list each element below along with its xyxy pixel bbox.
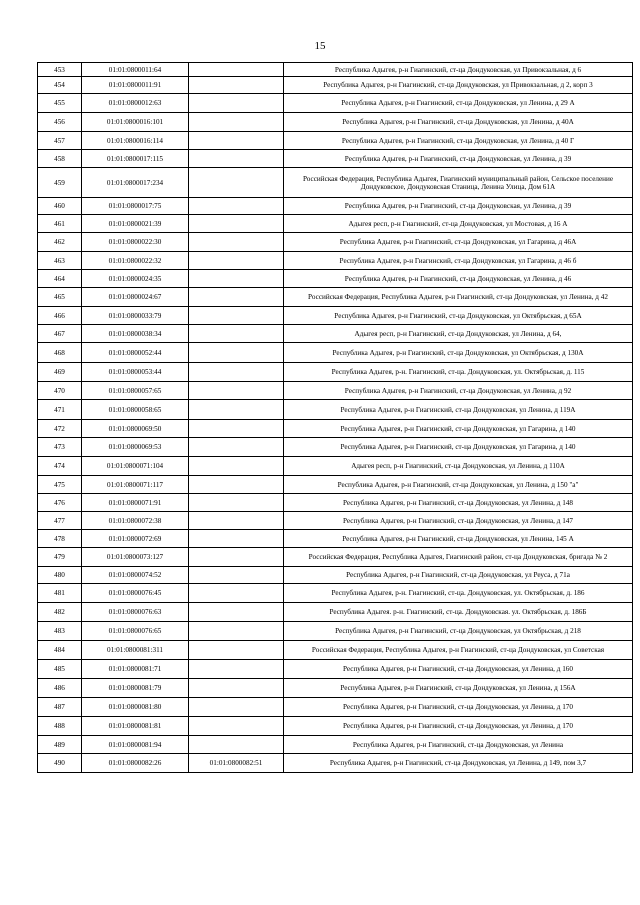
- related-cadastral-number-cell: [189, 168, 284, 198]
- address-cell: Республика Адыгея, р-н Гиагинский, ст-ца Дондуковская, ул Реуса, д 71а: [284, 567, 633, 584]
- cadastral-number-cell: 01:01:0800081:81: [82, 717, 189, 736]
- address-cell: Российская Федерация, Республика Адыгея, р-н Гиагинский, ст-ца Дондуковская, ул Советская: [284, 641, 633, 660]
- address-cell: Республика Адыгея, р-н Гиагинский, ст-ца Дондуковская, ул Гагарина, д 46 б: [284, 252, 633, 270]
- row-number-cell: 457: [38, 132, 82, 150]
- table-row: [38, 530, 633, 548]
- cadastral-number-cell: 01:01:0800081:80: [82, 698, 189, 717]
- table-row: [38, 363, 633, 382]
- table-row: [38, 420, 633, 438]
- cadastral-number-cell: 01:01:0800082:26: [82, 754, 189, 773]
- cadastral-number-cell: 01:01:0800081:311: [82, 641, 189, 660]
- cadastral-number-cell: 01:01:0800022:30: [82, 233, 189, 252]
- cadastral-number-cell: 01:01:0800024:35: [82, 270, 189, 288]
- address-cell: Республика Адыгея, р-н Гиагинский, ст-ца Дондуковская, ул Ленина: [284, 736, 633, 754]
- table-row: [38, 567, 633, 584]
- address-cell: Республика Адыгея, р-н Гиагинский, ст-ца Дондуковская, ул Ленина, д 160: [284, 660, 633, 679]
- cadastral-table: [37, 62, 633, 773]
- row-number-cell: 485: [38, 660, 82, 679]
- related-cadastral-number-cell: [189, 288, 284, 307]
- row-number-cell: 487: [38, 698, 82, 717]
- address-cell: Республика Адыгея, р-н Гиагинский, ст-ца Дондуковская, ул Ленина, д 92: [284, 382, 633, 400]
- row-number-cell: 454: [38, 77, 82, 94]
- address-cell: Республика Адыгея, р-н Гиагинский, ст-ца Дондуковская, ул Ленина, д 119А: [284, 400, 633, 420]
- cadastral-number-cell: 01:01:0800017:115: [82, 150, 189, 168]
- cadastral-number-cell: 01:01:0800033:79: [82, 307, 189, 325]
- row-number-cell: 482: [38, 603, 82, 622]
- related-cadastral-number-cell: [189, 363, 284, 382]
- related-cadastral-number-cell: [189, 494, 284, 512]
- table-row: [38, 288, 633, 307]
- cadastral-number-cell: 01:01:0800081:71: [82, 660, 189, 679]
- table-row: [38, 754, 633, 773]
- related-cadastral-number-cell: 01:01:0800082:51: [189, 754, 284, 773]
- row-number-cell: 486: [38, 679, 82, 698]
- related-cadastral-number-cell: [189, 233, 284, 252]
- row-number-cell: 467: [38, 325, 82, 343]
- cadastral-number-cell: 01:01:0800024:67: [82, 288, 189, 307]
- cadastral-number-cell: 01:01:0800081:94: [82, 736, 189, 754]
- cadastral-number-cell: 01:01:0800052:44: [82, 343, 189, 363]
- row-number-cell: 474: [38, 457, 82, 476]
- cadastral-number-cell: 01:01:0800017:75: [82, 198, 189, 215]
- table-row: [38, 736, 633, 754]
- address-cell: Республика Адыгея, р-н Гиагинский, ст-ца Дондуковская, ул Ленина, д 147: [284, 512, 633, 530]
- table-row: [38, 641, 633, 660]
- related-cadastral-number-cell: [189, 567, 284, 584]
- cadastral-number-cell: 01:01:0800071:104: [82, 457, 189, 476]
- table-row: [38, 150, 633, 168]
- cadastral-number-cell: 01:01:0800069:50: [82, 420, 189, 438]
- row-number-cell: 465: [38, 288, 82, 307]
- table-row: [38, 476, 633, 494]
- related-cadastral-number-cell: [189, 400, 284, 420]
- row-number-cell: 477: [38, 512, 82, 530]
- cadastral-number-cell: 01:01:0800011:64: [82, 63, 189, 77]
- cadastral-number-cell: 01:01:0800012:63: [82, 94, 189, 113]
- address-cell: Республика Адыгея, р-н Гиагинский, ст-ца Дондуковская, ул Ленина, д 46: [284, 270, 633, 288]
- address-cell: Адыгея респ, р-н Гиагинский, ст-ца Дондуковская, ул Ленина, д 110А: [284, 457, 633, 476]
- cadastral-number-cell: 01:01:0800017:234: [82, 168, 189, 198]
- row-number-cell: 459: [38, 168, 82, 198]
- cadastral-number-cell: 01:01:0800071:91: [82, 494, 189, 512]
- table-row: [38, 679, 633, 698]
- row-number-cell: 464: [38, 270, 82, 288]
- address-cell: Республика Адыгея, р-н Гиагинский, ст-ца Дондуковская, ул Октябрьская, д 65А: [284, 307, 633, 325]
- table-row: [38, 63, 633, 77]
- related-cadastral-number-cell: [189, 77, 284, 94]
- row-number-cell: 471: [38, 400, 82, 420]
- table-row: [38, 132, 633, 150]
- related-cadastral-number-cell: [189, 476, 284, 494]
- address-cell: Адыгея респ, р-н Гиагинский, ст-ца Дондуковская, ул Ленина, д 64,: [284, 325, 633, 343]
- table-row: [38, 77, 633, 94]
- table-row: [38, 457, 633, 476]
- row-number-cell: 480: [38, 567, 82, 584]
- row-number-cell: 469: [38, 363, 82, 382]
- table-row: [38, 252, 633, 270]
- table-row: [38, 603, 633, 622]
- row-number-cell: 462: [38, 233, 82, 252]
- address-cell: Адыгея респ, р-н Гиагинский, ст-ца Дондуковская, ул Мостовая, д 16 А: [284, 215, 633, 233]
- address-cell: Республика Адыгея, р-н. Гиагинский, ст-ца. Дондуковская, ул. Октябрьская, д. 186: [284, 584, 633, 603]
- cadastral-number-cell: 01:01:0800021:39: [82, 215, 189, 233]
- table-row: [38, 270, 633, 288]
- related-cadastral-number-cell: [189, 382, 284, 400]
- cadastral-number-cell: 01:01:0800057:65: [82, 382, 189, 400]
- related-cadastral-number-cell: [189, 660, 284, 679]
- related-cadastral-number-cell: [189, 325, 284, 343]
- table-row: [38, 215, 633, 233]
- row-number-cell: 489: [38, 736, 82, 754]
- related-cadastral-number-cell: [189, 198, 284, 215]
- row-number-cell: 478: [38, 530, 82, 548]
- related-cadastral-number-cell: [189, 622, 284, 641]
- address-cell: Российская Федерация, Республика Адыгея, Гиагинский район, ст-ца Дондуковская, бригада № 2: [284, 548, 633, 567]
- cadastral-number-cell: 01:01:0800072:69: [82, 530, 189, 548]
- address-cell: Республика Адыгея, р-н Гиагинский, ст-ца Дондуковская, ул Ленина, д 170: [284, 698, 633, 717]
- address-cell: Республика Адыгея, р-н Гиагинский, ст-ца Дондуковская, ул Гагарина, д 140: [284, 438, 633, 457]
- related-cadastral-number-cell: [189, 698, 284, 717]
- related-cadastral-number-cell: [189, 584, 284, 603]
- related-cadastral-number-cell: [189, 215, 284, 233]
- table-row: [38, 113, 633, 132]
- address-cell: Республика Адыгея, р-н Гиагинский, ст-ца Дондуковская, ул Ленина, д 40 Г: [284, 132, 633, 150]
- related-cadastral-number-cell: [189, 641, 284, 660]
- row-number-cell: 466: [38, 307, 82, 325]
- table-body: [38, 63, 633, 773]
- address-cell: Республика Адыгея, р-н Гиагинский, ст-ца Дондуковская, ул Ленина, д 170: [284, 717, 633, 736]
- table-row: [38, 233, 633, 252]
- address-cell: Республика Адыгея, р-н Гиагинский, ст-ца Дондуковская, ул Ленина, д 149, пом 3,7: [284, 754, 633, 773]
- table-row: [38, 512, 633, 530]
- address-cell: Республика Адыгея, р-н Гиагинский, ст-ца Дондуковская, ул Ленина, д 29 А: [284, 94, 633, 113]
- related-cadastral-number-cell: [189, 307, 284, 325]
- related-cadastral-number-cell: [189, 736, 284, 754]
- cadastral-number-cell: 01:01:0800022:32: [82, 252, 189, 270]
- row-number-cell: 461: [38, 215, 82, 233]
- page-number: 15: [314, 40, 326, 52]
- table-row: [38, 198, 633, 215]
- row-number-cell: 481: [38, 584, 82, 603]
- row-number-cell: 475: [38, 476, 82, 494]
- related-cadastral-number-cell: [189, 457, 284, 476]
- address-cell: Республика Адыгея, р-н Гиагинский, ст-ца Дондуковская, ул Гагарина, д 46А: [284, 233, 633, 252]
- related-cadastral-number-cell: [189, 343, 284, 363]
- table-row: [38, 717, 633, 736]
- cadastral-number-cell: 01:01:0800071:117: [82, 476, 189, 494]
- row-number-cell: 458: [38, 150, 82, 168]
- row-number-cell: 472: [38, 420, 82, 438]
- address-cell: Республика Адыгея, р-н Гиагинский, ст-ца Дондуковская, ул Ленина, д 40А: [284, 113, 633, 132]
- cadastral-number-cell: 01:01:0800016:101: [82, 113, 189, 132]
- cadastral-number-cell: 01:01:0800016:114: [82, 132, 189, 150]
- table-row: [38, 548, 633, 567]
- row-number-cell: 468: [38, 343, 82, 363]
- row-number-cell: 463: [38, 252, 82, 270]
- row-number-cell: 483: [38, 622, 82, 641]
- row-number-cell: 455: [38, 94, 82, 113]
- related-cadastral-number-cell: [189, 63, 284, 77]
- related-cadastral-number-cell: [189, 679, 284, 698]
- cadastral-number-cell: 01:01:0800053:44: [82, 363, 189, 382]
- related-cadastral-number-cell: [189, 150, 284, 168]
- table-row: [38, 438, 633, 457]
- related-cadastral-number-cell: [189, 270, 284, 288]
- cadastral-number-cell: 01:01:0800076:63: [82, 603, 189, 622]
- cadastral-number-cell: 01:01:0800011:91: [82, 77, 189, 94]
- related-cadastral-number-cell: [189, 438, 284, 457]
- table-row: [38, 382, 633, 400]
- related-cadastral-number-cell: [189, 420, 284, 438]
- cadastral-number-cell: 01:01:0800076:45: [82, 584, 189, 603]
- address-cell: Российская Федерация, Республика Адыгея, Гиагинский муниципальный район, Сельское поселение Дондуковское, Дондуковская Станица, Ленина Улица, Дом 61А: [284, 168, 633, 198]
- row-number-cell: 490: [38, 754, 82, 773]
- row-number-cell: 453: [38, 63, 82, 77]
- table-row: [38, 660, 633, 679]
- cadastral-number-cell: 01:01:0800074:52: [82, 567, 189, 584]
- address-cell: Республика Адыгея, р-н Гиагинский, ст-ца Дондуковская, ул Ленина, д 150 "а": [284, 476, 633, 494]
- address-cell: Республика Адыгея, р-н Гиагинский, ст-ца Дондуковская, ул Ленина, д 39: [284, 198, 633, 215]
- table-row: [38, 325, 633, 343]
- related-cadastral-number-cell: [189, 113, 284, 132]
- table-row: [38, 94, 633, 113]
- table-row: [38, 622, 633, 641]
- row-number-cell: 484: [38, 641, 82, 660]
- cadastral-number-cell: 01:01:0800073:127: [82, 548, 189, 567]
- related-cadastral-number-cell: [189, 94, 284, 113]
- cadastral-number-cell: 01:01:0800069:53: [82, 438, 189, 457]
- related-cadastral-number-cell: [189, 132, 284, 150]
- address-cell: Республика Адыгея, р-н Гиагинский, ст-ца Дондуковская, ул Ленина, д 39: [284, 150, 633, 168]
- cadastral-number-cell: 01:01:0800081:79: [82, 679, 189, 698]
- table-row: [38, 584, 633, 603]
- address-cell: Республика Адыгея, р-н Гиагинский, ст-ца Дондуковская, ул Октябрьская, д 130А: [284, 343, 633, 363]
- table-row: [38, 343, 633, 363]
- cadastral-number-cell: 01:01:0800072:38: [82, 512, 189, 530]
- cadastral-number-cell: 01:01:0800058:65: [82, 400, 189, 420]
- row-number-cell: 456: [38, 113, 82, 132]
- related-cadastral-number-cell: [189, 603, 284, 622]
- address-cell: Республика Адыгея. р-н. Гиагинский, ст-ца. Дондуковская. ул. Октябрьская, д. 186Б: [284, 603, 633, 622]
- table-row: [38, 400, 633, 420]
- address-cell: Республика Адыгея, р-н Гиагинский, ст-ца Дондуковская, ул Ленина, д 148: [284, 494, 633, 512]
- related-cadastral-number-cell: [189, 548, 284, 567]
- table-row: [38, 698, 633, 717]
- row-number-cell: 470: [38, 382, 82, 400]
- table-row: [38, 168, 633, 198]
- related-cadastral-number-cell: [189, 512, 284, 530]
- row-number-cell: 479: [38, 548, 82, 567]
- cadastral-number-cell: 01:01:0800076:65: [82, 622, 189, 641]
- address-cell: Республика Адыгея, р-н Гиагинский, ст-ца Дондуковская, ул Привокзальная, д 6: [284, 63, 633, 77]
- row-number-cell: 460: [38, 198, 82, 215]
- address-cell: Республика Адыгея, р-н Гиагинский, ст-ца Дондуковская, ул Ленина, д 156А: [284, 679, 633, 698]
- cadastral-number-cell: 01:01:0800038:34: [82, 325, 189, 343]
- address-cell: Российская Федерация, Республика Адыгея, р-н Гиагинский, ст-ца Дондуковская, ул Ленина, д 42: [284, 288, 633, 307]
- related-cadastral-number-cell: [189, 717, 284, 736]
- table-row: [38, 307, 633, 325]
- row-number-cell: 476: [38, 494, 82, 512]
- address-cell: Республика Адыгея, р-н. Гиагинский, ст-ца. Дондуковская, ул. Октябрьская, д. 115: [284, 363, 633, 382]
- address-cell: Республика Адыгея, р-н Гиагинский, ст-ца Дондуковская, ул Ленина, 145 А: [284, 530, 633, 548]
- table-row: [38, 494, 633, 512]
- related-cadastral-number-cell: [189, 252, 284, 270]
- address-cell: Республика Адыгея, р-н Гиагинский, ст-ца Дондуковская, ул Октябрьская, д 218: [284, 622, 633, 641]
- address-cell: Республика Адыгея, р-н Гиагинский, ст-ца Дондуковская, ул Гагарина, д 140: [284, 420, 633, 438]
- address-cell: Республика Адыгея, р-н Гиагинский, ст-ца Дондуковская, ул Привокзальная, д 2, корп 3: [284, 77, 633, 94]
- related-cadastral-number-cell: [189, 530, 284, 548]
- row-number-cell: 488: [38, 717, 82, 736]
- row-number-cell: 473: [38, 438, 82, 457]
